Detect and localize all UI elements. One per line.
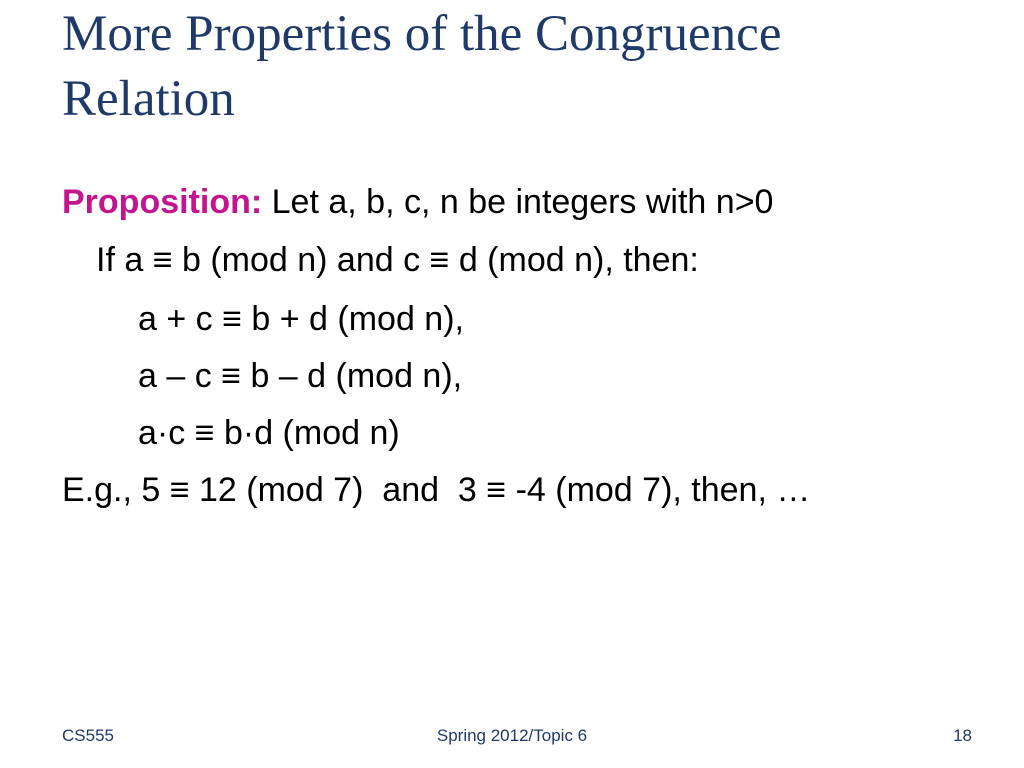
condition-line: If a ≡ b (mod n) and c ≡ d (mod n), then: (96, 241, 699, 279)
footer-course: CS555 (62, 726, 114, 745)
proposition-line (62, 182, 773, 222)
page-number: 18 (953, 726, 972, 745)
proposition-text: Let a, b, c, n be integers with n>0 (262, 183, 774, 221)
result-product: a·c ≡ b·d (mod n) (138, 414, 400, 452)
proposition-label: Proposition: (62, 183, 263, 221)
result-sum: a + c ≡ b + d (mod n), (138, 300, 464, 338)
footer-term: Spring 2012/Topic 6 (436, 726, 588, 745)
slide-title: More Properties of the Congruence Relation (62, 6, 782, 127)
result-difference: a – c ≡ b – d (mod n), (138, 357, 463, 395)
example-line: E.g., 5 ≡ 12 (mod 7) and 3 ≡ -4 (mod 7), then, … (62, 471, 811, 509)
